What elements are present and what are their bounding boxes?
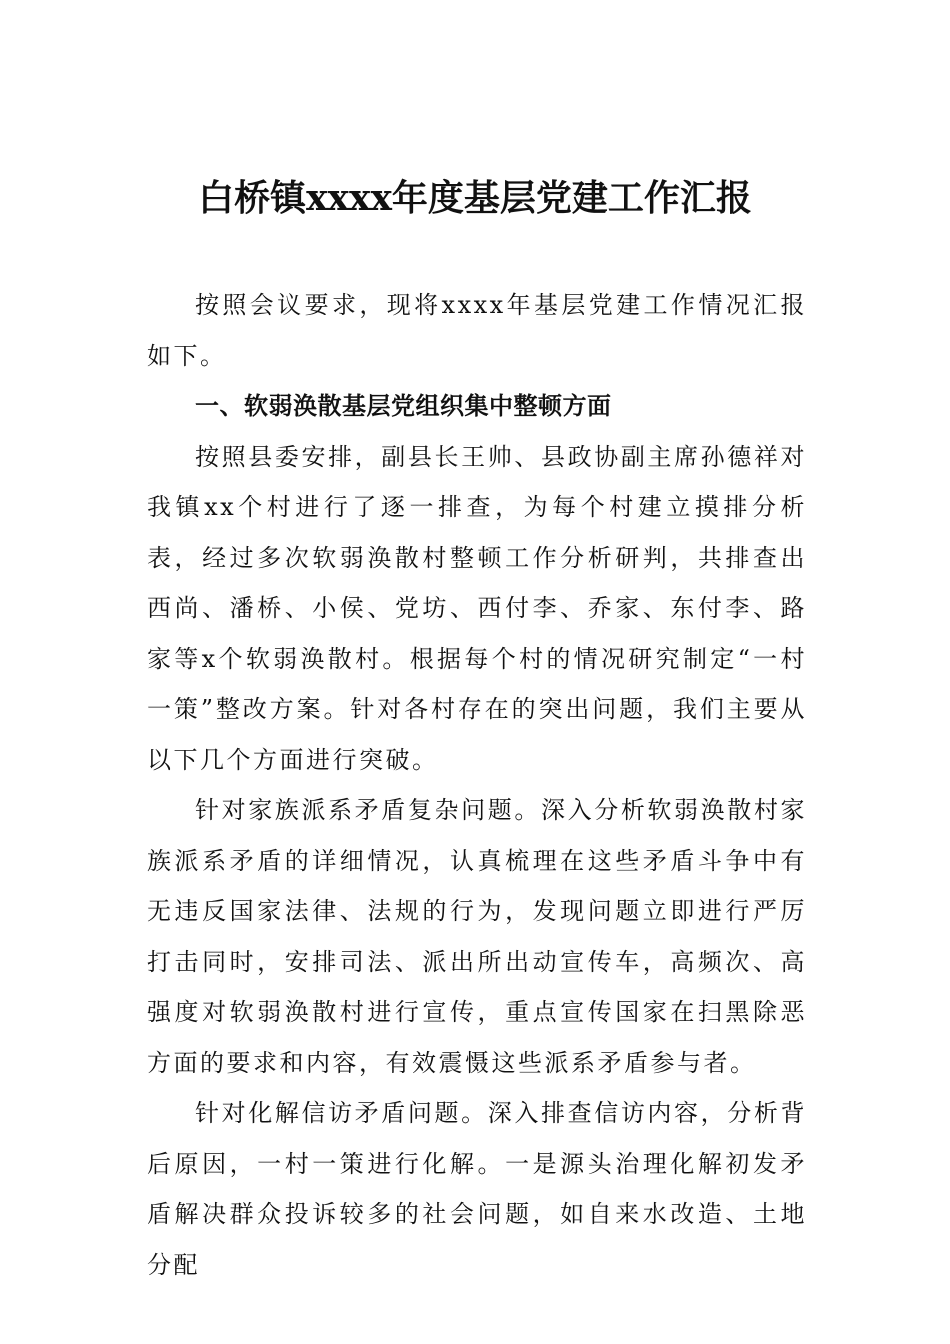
body-paragraph: 针对家族派系矛盾复杂问题。深入分析软弱涣散村家族派系矛盾的详细情况，认真梳理在这些矛盾斗争中有无违反国家法律、法规的行为，发现问题立即进行严厉打击同时，安排司法、派出所出动宣传车，高频次、高强度对软弱涣散村进行宣传，重点宣传国家在扫黑除恶方面的要求和内容，有效震慑这些派系矛盾参与者。 (147, 796, 807, 1077)
document-title: 白桥镇xxxx年度基层党建工作汇报 (198, 177, 752, 219)
body-paragraph: 按照县委安排，副县长王帅、县政协副主席孙德祥对我镇xx个村进行了逐一排查，为每个村建立摸排分析表，经过多次软弱涣散村整顿工作分析研判，共排查出西尚、潘桥、小侯、党坊、西付李、乔家、东付李、路家等x个软弱涣散村。根据每个村的情况研究制定“一村一策”整改方案。针对各村存在的突出问题，我们主要从以下几个方面进行突破。 (147, 442, 807, 774)
document-body (147, 280, 807, 1290)
section-heading: 一、软弱涣散基层党组织集中整顿方面 (195, 392, 612, 420)
intro-paragraph: 按照会议要求，现将xxxx年基层党建工作情况汇报如下。 (147, 291, 807, 370)
body-paragraph: 针对化解信访矛盾问题。深入排查信访内容，分析背后原因，一村一策进行化解。一是源头治理化解初发矛盾解决群众投诉较多的社会问题，如自来水改造、土地分配 (147, 1099, 807, 1279)
